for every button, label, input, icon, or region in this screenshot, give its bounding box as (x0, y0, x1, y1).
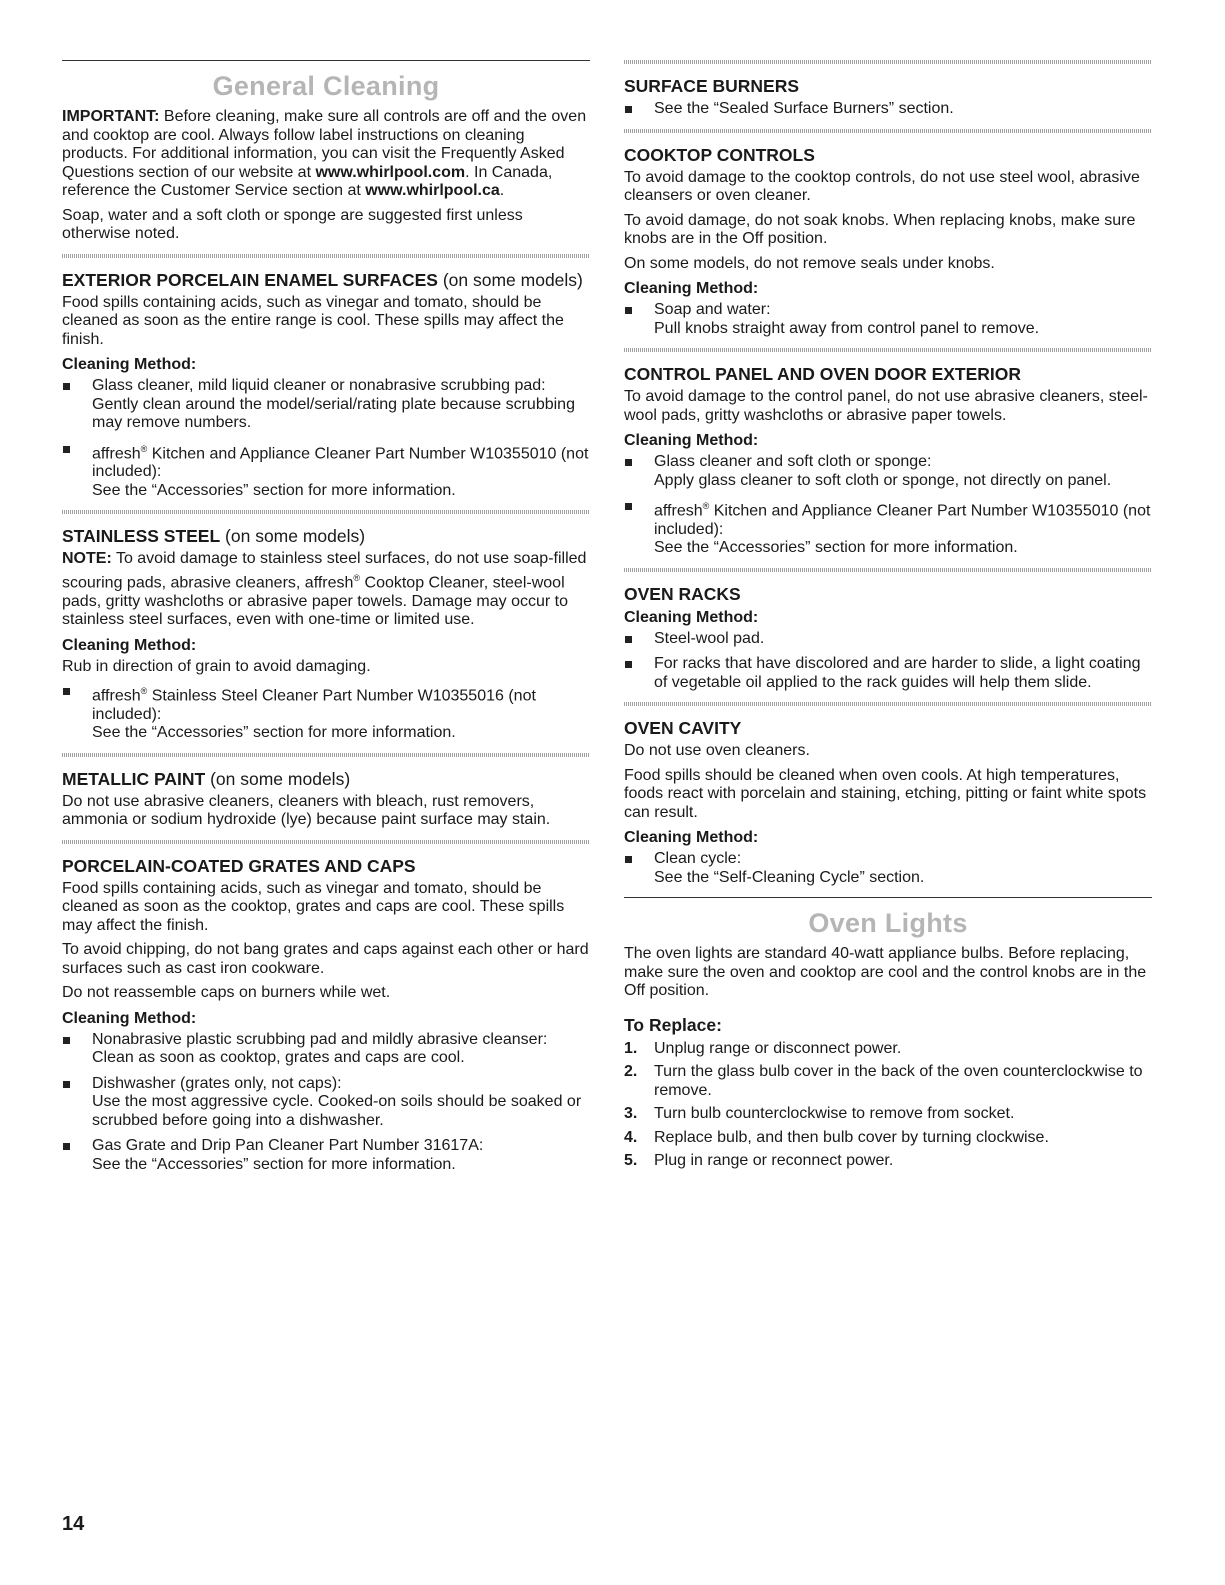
bullet-line: Kitchen and Appliance Cleaner Part Number W10355010 (not included): (92, 444, 589, 481)
list-item (624, 850, 1152, 887)
rub-text: Rub in direction of grain to avoid damaging. (62, 657, 371, 675)
exterior-heading-suffix: (on some models) (437, 269, 583, 290)
section-divider (624, 348, 1152, 352)
cooktop-text-2: To avoid damage, do not soak knobs. When replacing knobs, make sure knobs are in the Off position. (624, 211, 1136, 247)
surface-burners-heading: SURFACE BURNERS (624, 76, 800, 96)
bullet-line: Soap and water: (654, 301, 771, 318)
oven-cavity-text-1: Do not use oven cleaners. (624, 742, 810, 760)
step-number: 1. (624, 1039, 638, 1057)
registered-mark: ® (353, 572, 361, 583)
oven-cavity-text-2: Food spills should be cleaned when oven cools. At high temperatures, foods react with porcelain and staining, etching, pitting or faint white spots can result. (624, 766, 1147, 821)
bullet-line: Glass cleaner, mild liquid cleaner or nonabrasive scrubbing pad: (92, 377, 546, 394)
bullet-line: See the “Accessories” section for more information. (654, 539, 1018, 557)
section-divider (62, 753, 590, 757)
oven-cavity-heading: OVEN CAVITY (624, 718, 742, 739)
oven-lights-text: The oven lights are standard 40-watt appliance bulbs. Before replacing, make sure the oven and cooktop are cool and the control knobs are in the Off position. (624, 945, 1147, 1000)
bullet-line: Stainless Steel Cleaner Part Number W10355016 (not included): (92, 687, 536, 723)
oven-lights-rule (624, 897, 1152, 898)
step-item (624, 1040, 1152, 1059)
metallic-heading-suffix: (on some models) (205, 768, 351, 789)
bullet-line: See the “Accessories” section for more information. (92, 724, 456, 742)
grates-text-2: To avoid chipping, do not bang grates and caps against each other or hard surfaces such as cast iron cookware. (62, 941, 589, 977)
list-item: For racks that have discolored and are harder to slide, a light coating of vegetable oil applied to the rack guides will help them slide. (624, 655, 1152, 692)
section-divider (624, 568, 1152, 572)
exterior-text: Food spills containing acids, such as vinegar and tomato, should be cleaned as soon as the entire range is cool. These spills may affect the finish. (62, 293, 564, 348)
brand-name: affresh (92, 444, 141, 462)
important-text: Before cleaning, make sure all controls are off and the oven and cooktop are cool. Always follow label instructions on cleaning products. For additional information, you can visit the Frequently Asked Questions section of our website at (62, 108, 587, 181)
to-replace-heading: To Replace: (624, 1014, 722, 1035)
cleaning-method-label: Cleaning Method: (624, 280, 759, 297)
top-rule (62, 60, 590, 61)
list-item (62, 1137, 590, 1174)
surface-burners-list (624, 100, 1152, 119)
metallic-text: Do not use abrasive cleaners, cleaners with bleach, rust removers, ammonia or sodium hydroxide (lye) because paint surface may stain. (62, 792, 551, 829)
step-number: 3. (624, 1105, 638, 1123)
list-item: Steel-wool pad. (624, 630, 1152, 649)
right-column (624, 60, 1152, 1176)
bullet-line: Gently clean around the model/serial/rating plate because scrubbing may remove numbers. (92, 395, 575, 431)
cooktop-list (624, 301, 1152, 338)
exterior-heading-text: EXTERIOR PORCELAIN ENAMEL SURFACES (62, 269, 438, 290)
cooktop-text-3: On some models, do not remove seals under knobs. (624, 254, 995, 272)
section-divider (62, 840, 590, 844)
cleaning-method-label: Cleaning Method: (624, 608, 759, 626)
step-text: Turn the glass bulb cover in the back of the oven counterclockwise to remove. (654, 1063, 1143, 1099)
step-number: 2. (624, 1063, 638, 1081)
website-us-link[interactable]: www.whirlpool.com (315, 163, 466, 181)
left-column (62, 60, 590, 1181)
important-end: . (499, 182, 505, 199)
grates-heading: PORCELAIN-COATED GRATES AND CAPS (62, 855, 416, 876)
step-item (624, 1152, 1152, 1171)
bullet-line: Apply glass cleaner to soft cloth or sponge, not directly on panel. (654, 471, 1112, 489)
oven-racks-list (624, 630, 1152, 693)
registered-mark: ® (140, 443, 148, 454)
bullet-line: Kitchen and Appliance Cleaner Part Number W10355010 (not included): (654, 502, 1151, 538)
step-text: Plug in range or reconnect power. (654, 1152, 894, 1170)
list-item (62, 682, 590, 743)
registered-mark: ® (140, 686, 148, 697)
cooktop-text-1: To avoid damage to the cooktop controls, do not use steel wool, abrasive cleansers or oven cleaner. (624, 168, 1140, 204)
metallic-heading-text: METALLIC PAINT (62, 768, 206, 789)
list-item (62, 1075, 590, 1131)
metallic-heading (62, 769, 590, 790)
registered-mark: ® (702, 501, 710, 511)
cleaning-method-label: Cleaning Method: (62, 636, 197, 654)
bullet-line: See the “Accessories” section for more information. (92, 1155, 456, 1173)
list-item (62, 1031, 590, 1068)
oven-lights-title: Oven Lights (808, 908, 968, 939)
bullet-line: Clean as soon as cooktop, grates and caps are cool. (92, 1049, 465, 1067)
cleaning-method-label: Cleaning Method: (62, 1009, 197, 1027)
oven-cavity-list (624, 850, 1152, 887)
control-panel-text: To avoid damage to the control panel, do not use abrasive cleaners, steel-wool pads, gritty washcloths or abrasive paper towels. (624, 388, 1148, 424)
section-divider (624, 60, 1152, 64)
important-label: IMPORTANT: (62, 108, 160, 125)
bullet-line: See the “Accessories” section for more information. (92, 481, 456, 499)
bullet-line: See the “Self-Cleaning Cycle” section. (654, 868, 925, 886)
control-panel-heading: CONTROL PANEL AND OVEN DOOR EXTERIOR (624, 364, 1022, 384)
cooktop-controls-heading: COOKTOP CONTROLS (624, 144, 815, 165)
list-item (624, 453, 1152, 490)
stainless-heading-suffix: (on some models) (220, 526, 366, 547)
brand-name: affresh (654, 502, 703, 520)
list-item (624, 497, 1152, 558)
important-paragraph (62, 108, 590, 201)
step-number: 4. (624, 1128, 638, 1146)
cleaning-method-label: Cleaning Method: (624, 432, 759, 449)
grates-text-1: Food spills containing acids, such as vinegar and tomato, should be cleaned as soon as the cooktop, grates and caps are cool. These spills may affect the finish. (62, 879, 565, 934)
grates-text-3: Do not reassemble caps on burners while wet. (62, 984, 391, 1002)
note-text: To avoid damage to stainless steel surfaces, do not use soap-filled scouring pads, abrasive cleaners, affresh (62, 550, 587, 592)
bullet-line: Glass cleaner and soft cloth or sponge: (654, 453, 932, 470)
step-item (624, 1063, 1152, 1100)
general-cleaning-title: General Cleaning (212, 71, 440, 101)
list-item (62, 377, 590, 433)
oven-racks-heading: OVEN RACKS (624, 583, 741, 604)
important-text-2: . In Canada, reference the Customer Service section at (62, 163, 553, 199)
exterior-heading (62, 270, 590, 291)
section-divider (62, 254, 590, 258)
stainless-list (62, 682, 590, 743)
control-panel-list (624, 453, 1152, 558)
note-text: Cooktop Cleaner, steel-wool pads, gritty washcloths or abrasive paper towels. Damage may occur to stainless steel surfaces, even with one-time or limited use. (62, 574, 569, 629)
note-label: NOTE: (62, 550, 112, 568)
bullet-line: Gas Grate and Drip Pan Cleaner Part Number 31617A: (92, 1137, 484, 1155)
bullet-line: Nonabrasive plastic scrubbing pad and mildly abrasive cleanser: (92, 1030, 548, 1048)
bullet-line: Clean cycle: (654, 850, 742, 868)
replace-steps (624, 1040, 1152, 1171)
website-ca-link[interactable]: www.whirlpool.ca (365, 182, 500, 199)
bullet-line: Dishwasher (grates only, not caps): (92, 1074, 342, 1092)
cleaning-method-label: Cleaning Method: (62, 356, 197, 373)
brand-name: affresh (92, 687, 141, 705)
step-text: Replace bulb, and then bulb cover by turning clockwise. (654, 1128, 1049, 1146)
stainless-heading (62, 526, 590, 547)
step-number: 5. (624, 1152, 638, 1170)
stainless-heading-text: STAINLESS STEEL (62, 526, 221, 547)
section-divider (624, 129, 1152, 133)
list-item (62, 440, 590, 501)
cleaning-method-label: Cleaning Method: (624, 829, 759, 847)
stainless-note (62, 550, 590, 629)
list-item: See the “Sealed Surface Burners” section. (624, 100, 1152, 119)
bullet-line: Use the most aggressive cycle. Cooked-on soils should be soaked or scrubbed before going into a dishwasher. (92, 1093, 582, 1129)
step-text: Unplug range or disconnect power. (654, 1039, 902, 1057)
soap-paragraph: Soap, water and a soft cloth or sponge are suggested first unless otherwise noted. (62, 206, 523, 242)
section-divider (624, 702, 1152, 706)
section-divider (62, 510, 590, 514)
exterior-list (62, 377, 590, 500)
page-number: 14 (62, 1513, 85, 1535)
step-text: Turn bulb counterclockwise to remove from socket. (654, 1105, 1015, 1123)
list-item (624, 301, 1152, 338)
step-item (624, 1105, 1152, 1124)
step-item (624, 1129, 1152, 1148)
grates-list (62, 1031, 590, 1175)
bullet-line: Pull knobs straight away from control panel to remove. (654, 319, 1040, 337)
